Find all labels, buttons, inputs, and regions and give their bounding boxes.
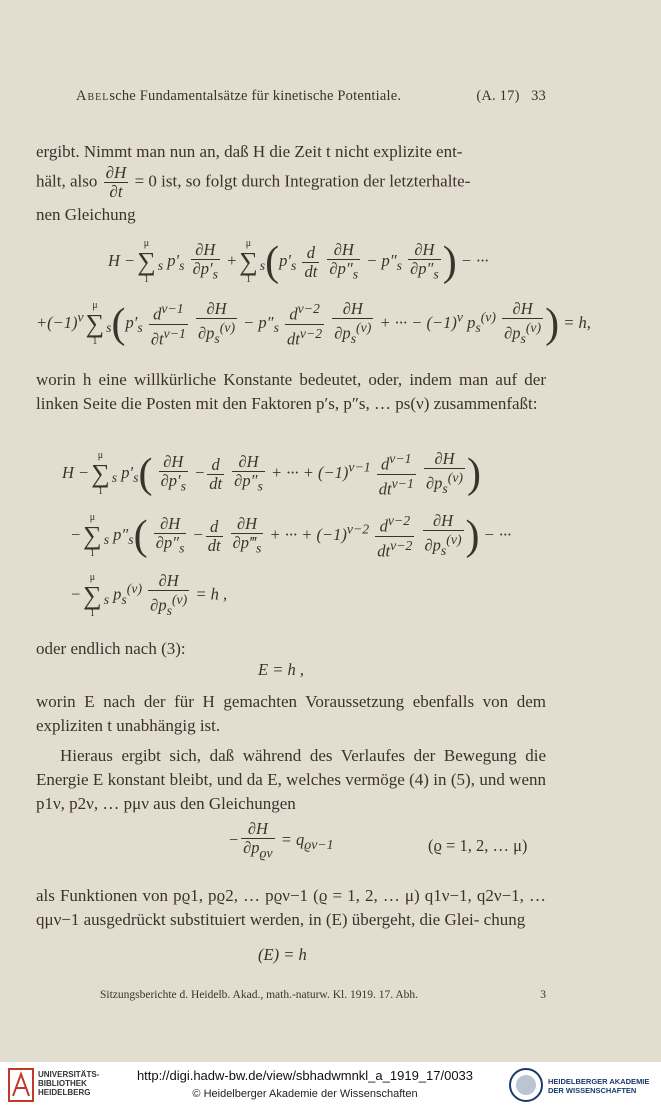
fraction-dH-dt: $\frac{\partial H}{\partial t}$	[105, 163, 127, 201]
text-haelt-also: hält, also	[36, 171, 98, 191]
equation-collected-line3: − μ ∑ 1 $_s$ $p_s^{(\nu)}$ $\frac{\partial H}{\partial p_s^{(\nu)}}$ = h ,	[70, 571, 228, 619]
equation-collected-line2: − μ ∑ 1 $_s$ $p''_s$( $\frac{\partial H}{\partial p''_s}$ − $\frac{d}{dt}$ $\frac{\partial H}{\partial p‴_s}$ + ··· + $(-1)^{\nu-2}$ $\frac{d^{\nu-2}}{dt^{\nu-2}}$ $\frac{\partial H}{\partial p_s^{(\nu)}}$ ) − ···	[70, 511, 512, 560]
header-right	[476, 88, 546, 105]
paragraph-als-funktionen: als Funktionen von pϱ1, pϱ2, … pϱν−1 (ϱ = 1, 2, … μ) q1ν−1, q2ν−1, … qμν−1 ausgedrückt substituiert werden, in (E) übergeht, die Glei- chung	[36, 886, 546, 929]
page-footer	[100, 989, 546, 1001]
running-header	[76, 88, 546, 105]
page-number: 33	[531, 88, 546, 104]
academy-name: HEIDELBERGER AKADEMIE DER WISSENSCHAFTEN	[548, 1077, 650, 1095]
equation-q-condition: (ϱ = 1, 2, … μ)	[428, 836, 528, 855]
library-name: UNIVERSITÄTS- BIBLIOTHEK HEIDELBERG	[38, 1070, 100, 1097]
equation-E-equals-h: E = h ,	[258, 660, 304, 679]
equation-dH-dp-equals-q: − $\frac{\partial H}{\partial p_{ϱ\nu}}$ = $q_{ϱ\nu-1}$	[228, 819, 334, 861]
equation-E-paren-equals-h: (E) = h	[258, 945, 307, 964]
permalink-url[interactable]: http://digi.hadw-bw.de/view/sbhadwmnkl_a_1919_17/0033	[136, 1068, 474, 1083]
header-title: sche Fundamentalsätze für kinetische Potentiale.	[109, 88, 402, 104]
paragraph-ergibt-line1: ergibt. Nimmt man nun an, daß H die Zeit t nicht explizite ent-	[36, 142, 463, 161]
paragraph-ergibt-line3: nen Gleichung	[36, 205, 136, 224]
equation-integral-line2: $+(-1)^\nu$ μ ∑ 1 $_s(p'_s$ $\frac{d^{\nu-1}}{\partial t^{\nu-1}}$ $\frac{\partial H}{\partial p_s^{(\nu)}}$ − $p''_s$ $\frac{d^{\nu-2}}{dt^{\nu-2}}$ $\frac{\partial H}{\partial p_s^{(\nu)}}$ + ··· − $(-1)^\nu$ $p_s^{(\nu)}$ $\frac{\partial H}{\partial p_s^{(\nu)}}$ ) = h,	[36, 299, 591, 348]
academy-seal-icon	[508, 1067, 544, 1103]
paragraph-ergibt-line2	[36, 164, 546, 201]
library-crest-icon	[8, 1068, 34, 1102]
header-ref: (A. 17)	[476, 88, 520, 104]
academy-logo[interactable]	[508, 1067, 650, 1108]
paragraph-worin-E: worin E nach der für H gemachten Voraussetzung ebenfalls von dem expliziten t unabhängig ist.	[36, 692, 546, 735]
text-ist-so-folgt: = 0 ist, so folgt durch Integration der letzterhalte-	[134, 171, 471, 191]
viewer-footer-bar	[0, 1062, 661, 1109]
paragraph-hieraus: Hieraus ergibt sich, daß während des Verlaufes der Bewegung die Energie E konstant bleibt, und da E, welches vermöge (4) in (5), und wenn p1ν, p2ν, … pμν aus den Gleichungen	[36, 746, 546, 813]
header-author: Abel	[76, 88, 110, 104]
equation-integral-line1: H − μ ∑ 1 $_s$ $p'_s$ $\frac{\partial H}{\partial p'_s}$ + μ ∑ 1 $_s(p'_s$ $\frac{d}{dt}$ $\frac{\partial H}{\partial p''_s}$ − $p''_s$ $\frac{\partial H}{\partial p''_s}$ ) − ···	[108, 238, 489, 285]
footer-citation: Sitzungsberichte d. Heidelb. Akad., math.-naturw. Kl. 1919. 17. Abh.	[100, 989, 419, 1001]
footer-sheet-number: 3	[540, 989, 546, 1001]
equation-collected-line1: H − μ ∑ 1 $_s$ $p'_s$( $\frac{\partial H}{\partial p'_s}$ − $\frac{d}{dt}$ $\frac{\partial H}{\partial p''_s}$ + ··· + $(-1)^{\nu-1}$ $\frac{d^{\nu-1}}{dt^{\nu-1}}$ $\frac{\partial H}{\partial p_s^{(\nu)}}$ )	[62, 449, 481, 498]
paragraph-worin-h: worin h eine willkürliche Konstante bedeutet, oder, indem man auf der linken Seite die Posten mit den Faktoren p′s, p″s, … ps(ν) zusammenfaßt:	[36, 370, 546, 413]
paragraph-oder-endlich: oder endlich nach (3):	[36, 639, 186, 658]
university-library-logo[interactable]	[8, 1068, 100, 1107]
copyright-notice: © Heidelberger Akademie der Wissenschaften	[192, 1088, 418, 1100]
